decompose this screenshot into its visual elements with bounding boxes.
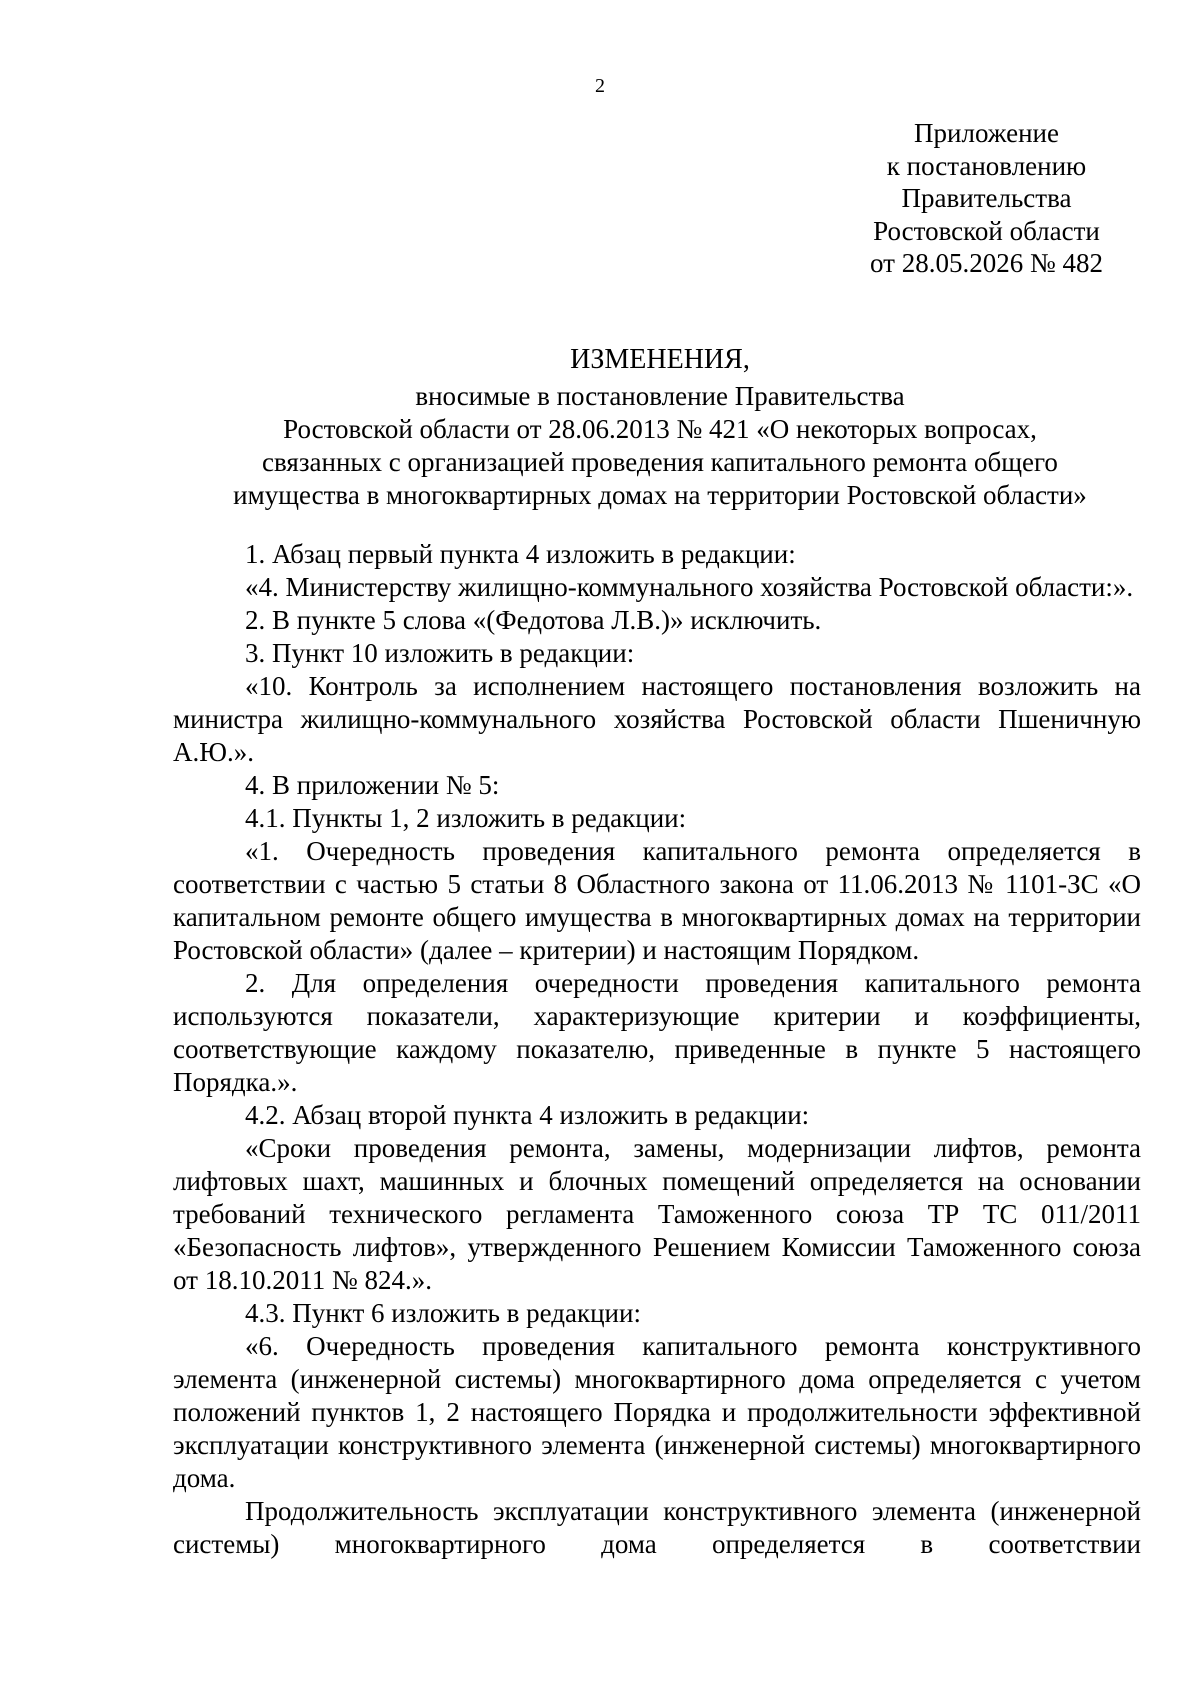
paragraph: 2. Для определения очередности проведения капитального ремонта используются показатели, характеризующие критерии и коэффициенты, соответствующие каждому показателю, приведенные в пункте 5 настоящего Порядка.». [173, 968, 1141, 1097]
appendix-line: Приложение [914, 118, 1059, 148]
paragraph: «1. Очередность проведения капитального ремонта определяется в соответствии с частью 5 статьи 8 Областного закона от 11.06.2013 № 1101-ЗС «О капитальном ремонте общего имущества в многоквартирных домах на территории Ростовской области» (далее – критерии) и настоящим Порядком. [173, 836, 1141, 965]
subtitle-line: имущества в многоквартирных домах на территории Ростовской области» [233, 480, 1087, 510]
document-body [173, 538, 1141, 1561]
appendix-header [845, 117, 1128, 280]
subtitle-line: связанных с организацией проведения капитального ремонта общего [262, 447, 1058, 477]
paragraph: «10. Контроль за исполнением настоящего постановления возложить на министра жилищно-коммунального хозяйства Ростовской области Пшеничную А.Ю.». [173, 671, 1141, 767]
paragraph: «4. Министерству жилищно-коммунального хозяйства Ростовской области:». [245, 572, 1134, 602]
paragraph: Продолжительность эксплуатации конструктивного элемента (инженерной системы) многоквартирного дома определяется в соответствии [173, 1496, 1141, 1559]
paragraph: 4.3. Пункт 6 изложить в редакции: [245, 1298, 641, 1328]
document-subtitle [160, 380, 1160, 512]
page-number: 2 [595, 75, 605, 97]
appendix-line: от 28.05.2026 № 482 [870, 248, 1103, 278]
paragraph: 1. Абзац первый пункта 4 изложить в редакции: [245, 539, 796, 569]
paragraph: 2. В пункте 5 слова «(Федотова Л.В.)» исключить. [245, 605, 822, 635]
appendix-line: Правительства [901, 183, 1072, 213]
document-title-block [160, 343, 1160, 512]
paragraph: «6. Очередность проведения капитального ремонта конструктивного элемента (инженерной системы) многоквартирного дома определяется с учетом положений пунктов 1, 2 настоящего Порядка и продолжительности эффективной эксплуатации конструктивного элемента (инженерной системы) многоквартирного дома. [173, 1331, 1141, 1493]
document-title: ИЗМЕНЕНИЯ, [570, 344, 750, 375]
appendix-line: Ростовской области [873, 215, 1100, 246]
subtitle-line: вносимые в постановление Правительства [415, 381, 905, 411]
appendix-line: к постановлению [886, 150, 1087, 181]
paragraph: 4. В приложении № 5: [245, 770, 500, 800]
paragraph: 3. Пункт 10 изложить в редакции: [245, 638, 635, 668]
subtitle-line: Ростовской области от 28.06.2013 № 421 «О некоторых вопросах, [283, 414, 1037, 444]
paragraph: 4.1. Пункты 1, 2 изложить в редакции: [245, 803, 687, 833]
paragraph: «Сроки проведения ремонта, замены, модернизации лифтов, ремонта лифтовых шахт, машинных и блочных помещений определяется на основании требований технического регламента Таможенного союза ТР ТС 011/2011 «Безопасность лифтов», утвержденного Решением Комиссии Таможенного союза от 18.10.2011 № 824.». [173, 1133, 1141, 1295]
paragraph: 4.2. Абзац второй пункта 4 изложить в редакции: [245, 1100, 810, 1130]
